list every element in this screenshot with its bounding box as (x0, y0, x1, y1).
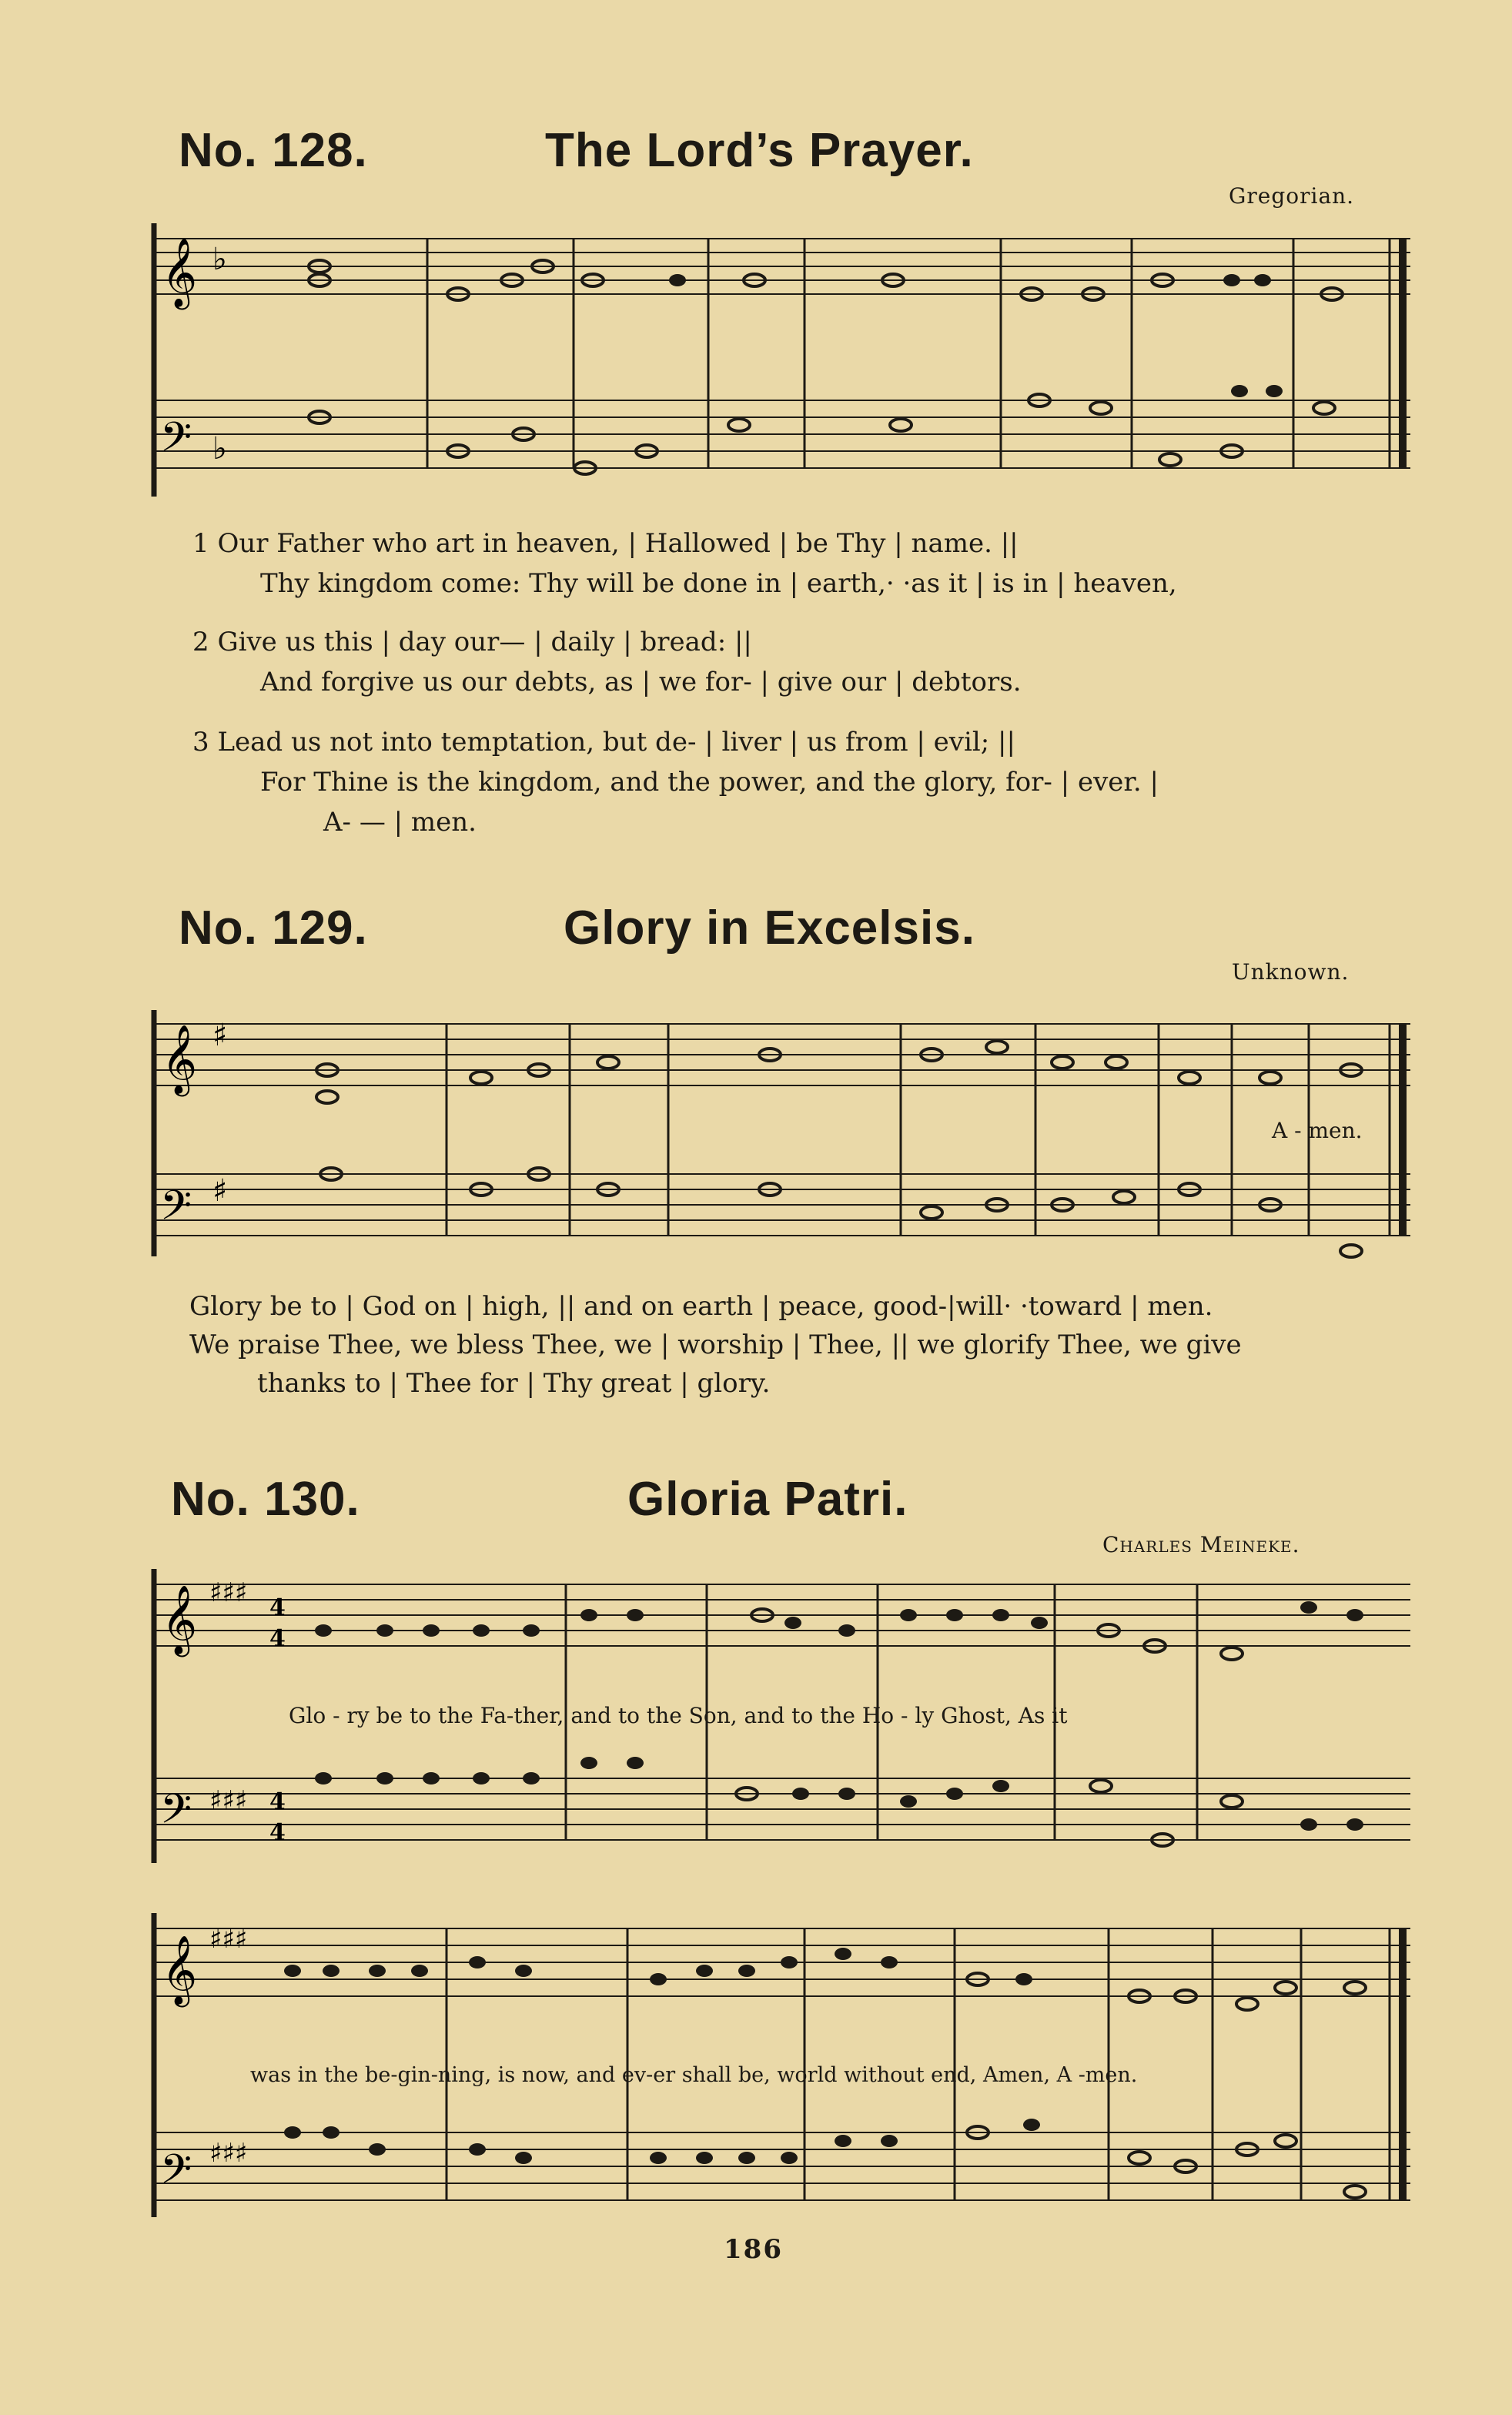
hymn-title: Glory in Excelsis. (564, 901, 975, 955)
chant-text-128 (192, 523, 1177, 604)
lyrics-line-2: was in the be-gin-ning, is now, and ev-er shall be, world without end, Amen, A -men. (250, 2063, 1138, 2087)
svg-text:♯♯♯: ♯♯♯ (209, 1924, 248, 1955)
chant-verse-2 (192, 622, 1022, 702)
svg-text:♯♯♯: ♯♯♯ (209, 2138, 248, 2169)
svg-text:𝄞: 𝄞 (162, 238, 198, 307)
svg-text:4: 4 (269, 1788, 286, 1815)
amen-lyric: A - men. (1272, 1118, 1363, 1143)
verse-1-line-2: Thy kingdom come: Thy will be done in | earth,· ·as it | is in | heaven, (260, 568, 1177, 599)
hymn-number: No. 129. (179, 901, 368, 955)
svg-text:♯: ♯ (212, 1018, 228, 1053)
svg-text:𝄞: 𝄞 (162, 1935, 198, 2005)
svg-text:♭: ♭ (212, 431, 227, 467)
svg-text:𝄢: 𝄢 (160, 2146, 192, 2203)
svg-text:4: 4 (269, 1594, 286, 1621)
gloria-line-1: Glory be to | God on | high, || and on earth | peace, good-|will· ·toward | men. (189, 1291, 1213, 1322)
svg-text:4: 4 (269, 1625, 286, 1652)
hymn-number: No. 130. (171, 1473, 360, 1526)
composer: Charles Meineke. (1102, 1532, 1300, 1557)
svg-text:♭: ♭ (212, 242, 227, 277)
staff-system-129 (154, 1010, 1410, 1257)
gloria-line-2: We praise Thee, we bless Thee, we | worship | Thee, || we glorify Thee, we give (189, 1330, 1242, 1360)
gloria-line-3: thanks to | Thee for | Thy great | glory. (257, 1368, 771, 1399)
svg-text:𝄢: 𝄢 (160, 1182, 192, 1239)
svg-text:♯♯♯: ♯♯♯ (209, 1577, 248, 1608)
page-number: 186 (724, 2234, 783, 2265)
verse-3-line-1: 3 Lead us not into temptation, but de- | liver | us from | evil; || (192, 727, 1015, 758)
verse-1-line-1: 1 Our Father who art in heaven, | Hallowed | be Thy | name. || (192, 528, 1019, 559)
chant-verse-3 (192, 722, 1159, 842)
svg-text:4: 4 (269, 1819, 286, 1846)
svg-text:𝄢: 𝄢 (160, 1786, 192, 1843)
verse-3-line-3: A- — | men. (323, 807, 477, 838)
svg-text:♯♯♯: ♯♯♯ (209, 1785, 248, 1816)
verse-3-line-2: For Thine is the kingdom, and the power, and the glory, for- | ever. | (260, 767, 1159, 798)
chant-text-129 (189, 1287, 1242, 1403)
hymn-title: The Lord’s Prayer. (545, 124, 974, 177)
verse-2-line-1: 2 Give us this | day our— | daily | bread: || (192, 627, 752, 657)
svg-text:𝄞: 𝄞 (162, 1025, 198, 1094)
staff-system-128 (154, 223, 1410, 497)
composer: Unknown. (1232, 959, 1350, 985)
verse-2-line-2: And forgive us our debts, as | we for- | give our | debtors. (260, 667, 1022, 697)
composer: Gregorian. (1229, 183, 1355, 209)
svg-text:𝄢: 𝄢 (160, 414, 192, 471)
hymn-title: Gloria Patri. (627, 1473, 908, 1526)
lyrics-line-1: Glo - ry be to the Fa-ther, and to the Son, and to the Ho - ly Ghost, As it (289, 1703, 1068, 1728)
svg-text:♯: ♯ (212, 1173, 228, 1209)
svg-text:𝄞: 𝄞 (162, 1585, 198, 1654)
hymn-number: No. 128. (179, 124, 368, 177)
